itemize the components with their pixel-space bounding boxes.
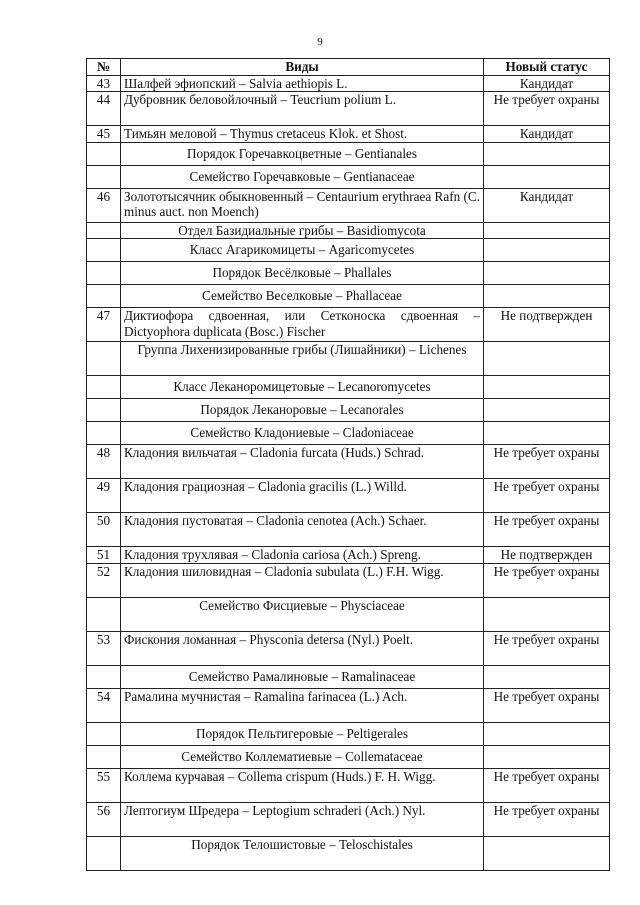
status-cell: Кандидат xyxy=(484,75,610,92)
group-heading: Порядок Леканоровые – Lecanorales xyxy=(121,399,484,422)
row-number xyxy=(87,342,121,376)
group-heading: Семейство Веселковые – Phallaceae xyxy=(121,285,484,308)
status-cell: Не требует охраны xyxy=(484,768,610,802)
group-row xyxy=(87,597,610,631)
header-status: Новый статус xyxy=(484,59,610,76)
status-cell: Не подтвержден xyxy=(484,547,610,564)
group-row xyxy=(87,165,610,188)
row-number: 56 xyxy=(87,802,121,836)
group-row xyxy=(87,836,610,870)
page-number: 9 xyxy=(317,36,323,48)
group-row xyxy=(87,239,610,262)
status-cell: Не требует охраны xyxy=(484,479,610,513)
header-number: № xyxy=(87,59,121,76)
group-row xyxy=(87,665,610,688)
species-name: Коллема курчавая – Collema crispum (Huds.) F. H. Wigg. xyxy=(121,768,484,802)
table-row xyxy=(87,479,610,513)
status-cell xyxy=(484,222,610,239)
row-number: 46 xyxy=(87,188,121,222)
group-row xyxy=(87,222,610,239)
table-row xyxy=(87,445,610,479)
status-cell: Не требует охраны xyxy=(484,631,610,665)
status-cell xyxy=(484,142,610,165)
species-name: Кладония шиловидная – Cladonia subulata (L.) F.H. Wigg. xyxy=(121,563,484,597)
species-table xyxy=(86,58,610,871)
status-cell: Не подтвержден xyxy=(484,308,610,342)
group-heading: Семейство Горечавковые – Gentianaceae xyxy=(121,165,484,188)
row-number xyxy=(87,285,121,308)
status-cell xyxy=(484,342,610,376)
species-name: Золототысячник обыкновенный – Centaurium erythraea Rafn (C. minus auct. non Moench) xyxy=(121,188,484,222)
table-row xyxy=(87,92,610,126)
group-heading: Класс Леканоромицетовые – Lecanoromycetes xyxy=(121,376,484,399)
group-heading: Семейство Кладониевые – Cladoniaceae xyxy=(121,422,484,445)
group-heading: Семейство Рамалиновые – Ramalinaceae xyxy=(121,665,484,688)
row-number: 55 xyxy=(87,768,121,802)
row-number: 48 xyxy=(87,445,121,479)
row-number: 52 xyxy=(87,563,121,597)
table-row xyxy=(87,547,610,564)
header-species: Виды xyxy=(121,59,484,76)
group-heading: Семейство Фисциевые – Physciaceae xyxy=(121,597,484,631)
group-row xyxy=(87,142,610,165)
group-row xyxy=(87,745,610,768)
status-cell xyxy=(484,376,610,399)
status-cell: Не требует охраны xyxy=(484,513,610,547)
status-cell xyxy=(484,665,610,688)
row-number xyxy=(87,376,121,399)
status-cell xyxy=(484,399,610,422)
row-number: 44 xyxy=(87,92,121,126)
row-number: 47 xyxy=(87,308,121,342)
row-number xyxy=(87,142,121,165)
row-number xyxy=(87,222,121,239)
table-row xyxy=(87,563,610,597)
row-number: 51 xyxy=(87,547,121,564)
group-row xyxy=(87,722,610,745)
species-name: Кладония вильчатая – Cladonia furcata (Huds.) Schrad. xyxy=(121,445,484,479)
status-cell xyxy=(484,165,610,188)
status-cell xyxy=(484,422,610,445)
status-cell xyxy=(484,239,610,262)
group-heading: Семейство Коллематиевые – Collemataceae xyxy=(121,745,484,768)
row-number xyxy=(87,399,121,422)
species-name: Диктиофора сдвоенная, или Сетконоска сдвоенная – Dictyophora duplicata (Bosc.) Fischer xyxy=(121,308,484,342)
status-cell: Не требует охраны xyxy=(484,92,610,126)
table-row xyxy=(87,513,610,547)
row-number: 54 xyxy=(87,688,121,722)
row-number: 50 xyxy=(87,513,121,547)
row-number xyxy=(87,262,121,285)
row-number xyxy=(87,665,121,688)
group-heading: Порядок Телошистовые – Teloschistales xyxy=(121,836,484,870)
status-cell: Не требует охраны xyxy=(484,563,610,597)
species-name: Шалфей эфиопский – Salvia aethiopis L. xyxy=(121,75,484,92)
group-row xyxy=(87,399,610,422)
table-row xyxy=(87,688,610,722)
group-row xyxy=(87,376,610,399)
status-cell: Не требует охраны xyxy=(484,688,610,722)
status-cell xyxy=(484,262,610,285)
row-number: 45 xyxy=(87,126,121,143)
table-row xyxy=(87,768,610,802)
group-row xyxy=(87,285,610,308)
species-name: Дубровник беловойлочный – Teucrium polium L. xyxy=(121,92,484,126)
group-heading: Класс Агарикомицеты – Agaricomycetes xyxy=(121,239,484,262)
status-cell xyxy=(484,285,610,308)
species-name: Кладония пустоватая – Cladonia cenotea (Ach.) Schaer. xyxy=(121,513,484,547)
row-number xyxy=(87,422,121,445)
group-row xyxy=(87,342,610,376)
row-number xyxy=(87,239,121,262)
row-number xyxy=(87,597,121,631)
row-number xyxy=(87,165,121,188)
status-cell xyxy=(484,597,610,631)
group-row xyxy=(87,262,610,285)
group-heading: Порядок Горечавкоцветные – Gentianales xyxy=(121,142,484,165)
table-row xyxy=(87,631,610,665)
row-number: 49 xyxy=(87,479,121,513)
group-heading: Отдел Базидиальные грибы – Basidiomycota xyxy=(121,222,484,239)
row-number: 53 xyxy=(87,631,121,665)
species-name: Тимьян меловой – Thymus cretaceus Klok. et Shost. xyxy=(121,126,484,143)
status-cell xyxy=(484,722,610,745)
row-number: 43 xyxy=(87,75,121,92)
table-header-row xyxy=(87,59,610,76)
table-row xyxy=(87,802,610,836)
table-row xyxy=(87,126,610,143)
group-heading: Группа Лихенизированные грибы (Лишайники) – Lichenes xyxy=(121,342,484,376)
table-row xyxy=(87,188,610,222)
status-cell xyxy=(484,745,610,768)
group-row xyxy=(87,422,610,445)
row-number xyxy=(87,745,121,768)
species-name: Кладония грациозная – Cladonia gracilis (L.) Willd. xyxy=(121,479,484,513)
species-name: Фискония ломанная – Physconia detersa (Nyl.) Poelt. xyxy=(121,631,484,665)
status-cell: Не требует охраны xyxy=(484,802,610,836)
status-cell: Кандидат xyxy=(484,126,610,143)
status-cell: Кандидат xyxy=(484,188,610,222)
table-row xyxy=(87,75,610,92)
row-number xyxy=(87,836,121,870)
group-heading: Порядок Весёлковые – Phallales xyxy=(121,262,484,285)
species-name: Кладония трухлявая – Cladonia cariosa (Ach.) Spreng. xyxy=(121,547,484,564)
status-cell xyxy=(484,836,610,870)
species-name: Лептогиум Шредера – Leptogium schraderi (Ach.) Nyl. xyxy=(121,802,484,836)
table-row xyxy=(87,308,610,342)
species-name: Рамалина мучнистая – Ramalina farinacea (L.) Ach. xyxy=(121,688,484,722)
group-heading: Порядок Пельтигеровые – Peltigerales xyxy=(121,722,484,745)
status-cell: Не требует охраны xyxy=(484,445,610,479)
row-number xyxy=(87,722,121,745)
